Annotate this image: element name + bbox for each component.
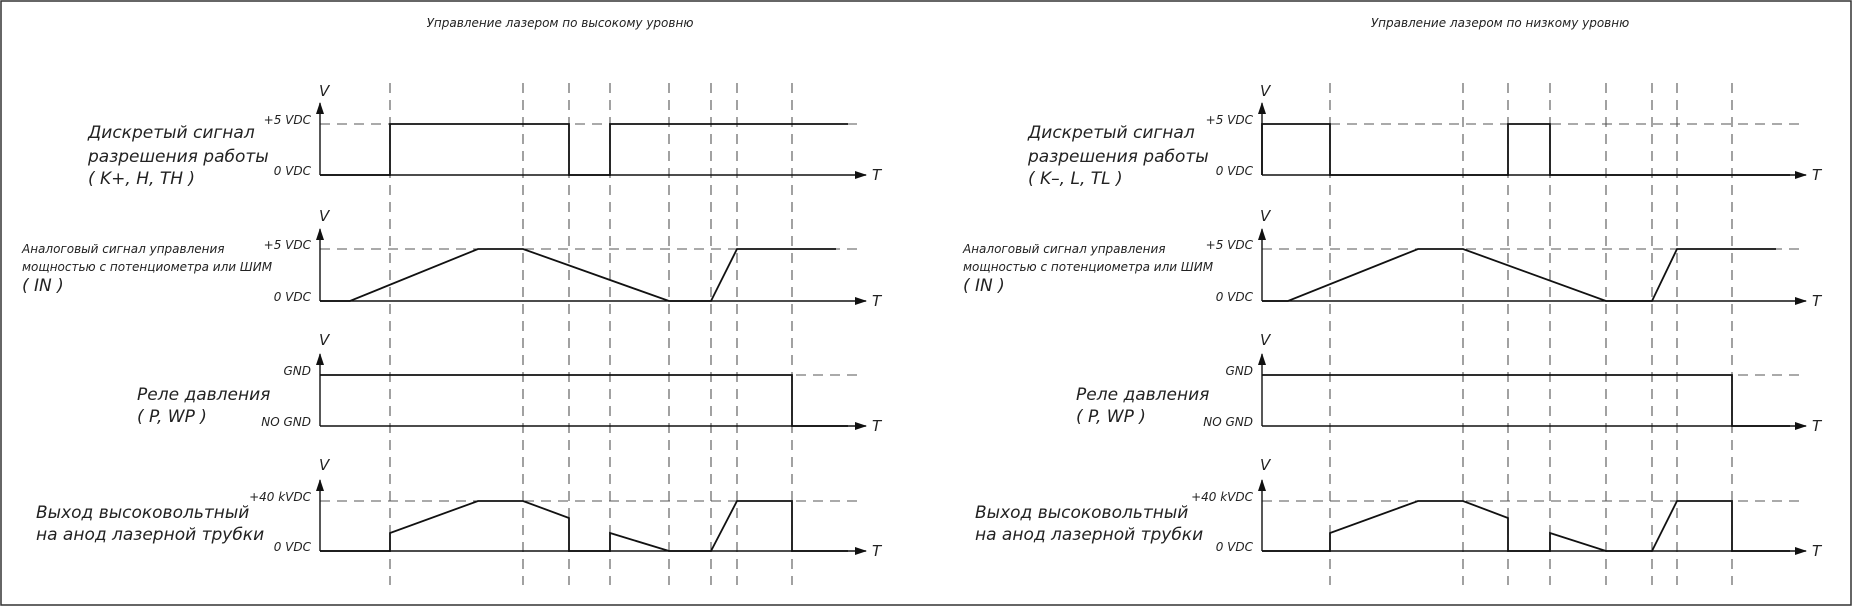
axes [320, 103, 866, 551]
axis-v-text: V [1260, 331, 1271, 349]
pressure-relay-waveform [1262, 375, 1790, 426]
output-label-line1: Выход высоковольтный [36, 503, 250, 523]
levels-zero-text: 0 VDC [273, 164, 311, 178]
pressure-relay-waveform [320, 375, 848, 426]
pressure-label-line2: ( P, WP ) [1076, 407, 1146, 427]
levels-plus40-text: +40 kVDC [1191, 490, 1253, 504]
signal-labels [21, 123, 273, 545]
pressure-label-line1: Реле давления [1076, 385, 1210, 405]
analog-label-line2: мощностью с потенциометра или ШИМ [963, 260, 1214, 274]
levels-plus5-text: +5 VDC [263, 238, 311, 252]
enable-label-line2: разрешения работы [88, 147, 269, 167]
axis-t-text: T [872, 542, 882, 560]
axis-v-text: V [1260, 82, 1271, 100]
axis-v-text: V [319, 207, 330, 225]
hv-output-waveform-2 [1262, 501, 1790, 551]
levels-zero-text: 0 VDC [1215, 290, 1253, 304]
pressure-label-line1: Реле давления [137, 385, 271, 405]
levels-gnd-text: GND [1225, 364, 1253, 378]
axis-t-text: T [872, 166, 882, 184]
levels-plus5-text: +5 VDC [1205, 113, 1253, 127]
enable-signal-waveform [320, 124, 848, 175]
signal-labels [962, 123, 1214, 545]
levels-plus40-text: +40 kVDC [249, 490, 311, 504]
level-labels [249, 113, 312, 554]
axis-v-text: V [1260, 456, 1271, 474]
output-label-line2: на анод лазерной трубки [36, 525, 265, 545]
levels-plus5-text: +5 VDC [1205, 238, 1253, 252]
waveforms [1262, 124, 1790, 551]
axis-t-text: T [1812, 417, 1822, 435]
analog-label-line2: мощностью с потенциометра или ШИМ [22, 260, 273, 274]
axis-v-text: V [1260, 207, 1271, 225]
enable-label-line3: ( K–, L, TL ) [1028, 169, 1123, 189]
axis-letters [1260, 82, 1823, 560]
axis-t-text: T [872, 417, 882, 435]
enable-signal-waveform [1262, 124, 1790, 175]
diagram-high-level [21, 16, 883, 585]
enable-label-line2: разрешения работы [1028, 147, 1209, 167]
output-label-line1: Выход высоковольтный [975, 503, 1189, 523]
diagram-title: Управление лазером по низкому уровню [1370, 16, 1630, 30]
levels-zero-text: 0 VDC [273, 290, 311, 304]
level-guides [320, 124, 860, 501]
analog-label-line3: ( IN ) [963, 276, 1005, 296]
analog-signal-waveform [320, 249, 836, 301]
axis-t-text: T [872, 292, 882, 310]
axis-t-text: T [1812, 166, 1822, 184]
diagram-low-level [962, 16, 1823, 585]
levels-gnd-text: GND [283, 364, 311, 378]
axis-v-text: V [319, 456, 330, 474]
levels-nognd-text: NO GND [261, 415, 311, 429]
diagram-title: Управление лазером по высокому уровню [426, 16, 694, 30]
axis-v-text: V [319, 82, 330, 100]
axis-letters [319, 82, 883, 560]
levels-plus5-text: +5 VDC [263, 113, 311, 127]
axis-t-text: T [1812, 292, 1822, 310]
pressure-label-line2: ( P, WP ) [137, 407, 207, 427]
analog-label-line1: Аналоговый сигнал управления [963, 242, 1166, 256]
output-label-line2: на анод лазерной трубки [975, 525, 1204, 545]
analog-signal-waveform [1262, 249, 1776, 301]
levels-zero-text: 0 VDC [273, 540, 311, 554]
hv-output-waveform-1 [320, 501, 848, 551]
enable-label-line1: Дискретый сигнал [1028, 123, 1195, 143]
levels-zero-text: 0 VDC [1215, 164, 1253, 178]
levels-nognd-text: NO GND [1203, 415, 1253, 429]
enable-label-line1: Дискретый сигнал [88, 123, 255, 143]
enable-label-line3: ( K+, H, TH ) [88, 169, 196, 189]
waveforms [320, 124, 848, 551]
level-guides [1262, 124, 1800, 501]
levels-zero-text: 0 VDC [1215, 540, 1253, 554]
axes [1262, 103, 1806, 551]
analog-label-line1: Аналоговый сигнал управления [22, 242, 225, 256]
axis-t-text: T [1812, 542, 1822, 560]
analog-label-line3: ( IN ) [22, 276, 64, 296]
level-labels [1191, 113, 1254, 554]
axis-v-text: V [319, 331, 330, 349]
